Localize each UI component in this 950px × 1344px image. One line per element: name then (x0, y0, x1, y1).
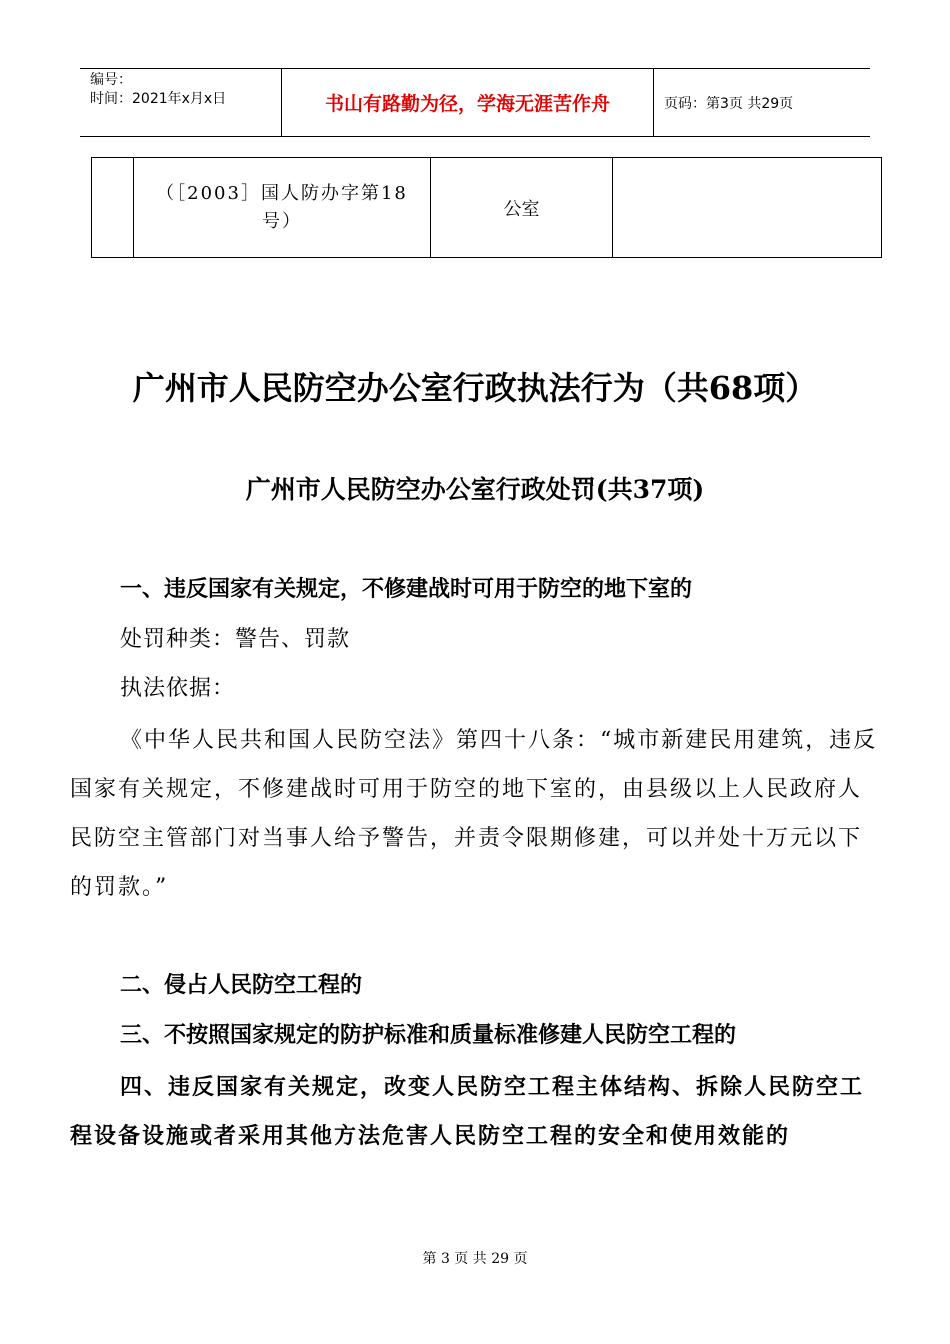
sub-title: 广州市人民防空办公室行政处罚(共37项) (245, 475, 705, 504)
table-cell-index (92, 158, 134, 258)
table-cell-remark (613, 158, 882, 258)
item4-heading: 四、违反国家有关规定，改变人民防空工程主体结构、拆除人民防空工程设备设施或者采用其他方法危害人民防空工程的安全和使用效能的 (70, 1074, 865, 1149)
table-cell-dept: 公室 (431, 158, 613, 258)
item1-basis-text: 《中华人民共和国人民防空法》第四十八条：“城市新建民用建筑，违反国家有关规定，不修建战时可用于防空的地下室的，由县级以上人民政府人民防空主管部门对当事人给予警告，并责令限期修建，可以并处十万元以下的罚款。” (70, 728, 878, 900)
header-page-info: 页码：第3页 共29页 (664, 95, 794, 112)
table-cell-basis-line1: （［2003］国人防办字第18 (156, 182, 408, 204)
table-cell-basis-line2: 号） (262, 210, 302, 232)
table-cell-basis (134, 158, 431, 258)
continuation-table (91, 157, 882, 258)
item1-basis-label: 执法依据： (120, 676, 236, 701)
code-label: 编号： (90, 72, 132, 88)
item3-heading: 三、不按照国家规定的防护标准和质量标准修建人民防空工程的 (120, 1022, 737, 1048)
page-header (80, 68, 870, 137)
item1-heading: 一、违反国家有关规定，不修建战时可用于防空的地下室的 (120, 576, 693, 602)
item2-heading: 二、侵占人民防空工程的 (120, 972, 363, 998)
main-title: 广州市人民防空办公室行政执法行为（共68项） (132, 369, 818, 407)
time-label: 时间：2021年x月x日 (90, 91, 227, 107)
header-meta (80, 69, 282, 136)
item1-penalty: 处罚种类：警告、罚款 (120, 627, 351, 652)
header-motto: 书山有路勤为径，学海无涯苦作舟 (282, 69, 654, 136)
page-footer: 第 3 页 共 29 页 (422, 1251, 528, 1267)
table-row (92, 158, 882, 258)
